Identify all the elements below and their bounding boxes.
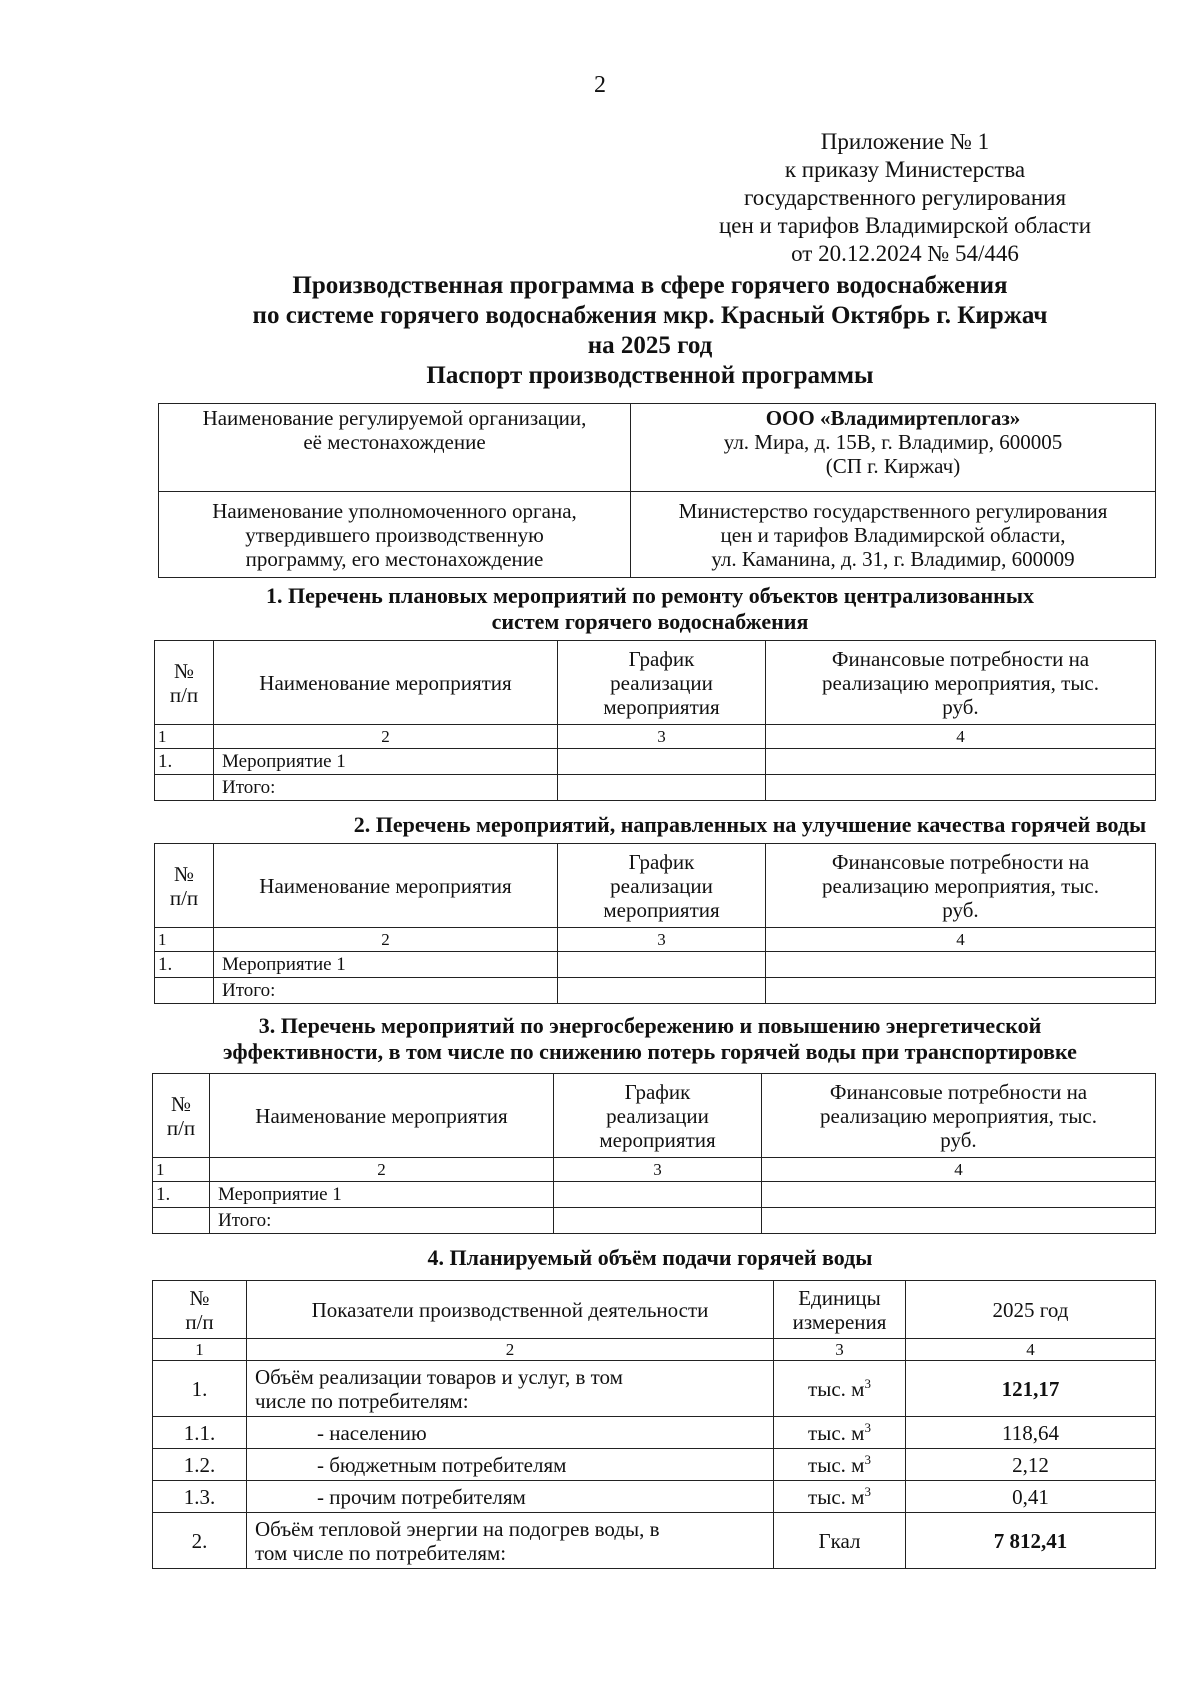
section-4-table [152, 1280, 1156, 1569]
row-total-label: Итого: [214, 775, 558, 801]
row-schedule [558, 952, 766, 978]
column-number: 1 [153, 1158, 210, 1182]
col-header-schedule [558, 641, 766, 725]
row-number: 1. [155, 749, 214, 775]
appendix-line: цен и тарифов Владимирской области [718, 213, 1092, 238]
unit-superscript: 3 [864, 1375, 871, 1391]
table-header-row [153, 1074, 1156, 1158]
row-unit [774, 1417, 906, 1449]
organization-address: ул. Мира, д. 15В, г. Владимир, 600005 [723, 430, 1063, 454]
row-total-label: Итого: [210, 1208, 554, 1234]
row-value: 118,64 [906, 1417, 1156, 1449]
row-name: Мероприятие 1 [214, 952, 558, 978]
header-text: реализации [606, 1103, 709, 1128]
unit-text: тыс. м [808, 1484, 865, 1509]
header-text: № [173, 658, 195, 683]
column-number: 3 [558, 725, 766, 749]
table-row [153, 1417, 1156, 1449]
row-unit [774, 1481, 906, 1513]
passport-label: её местонахождение [303, 430, 486, 454]
column-number: 1 [153, 1339, 247, 1361]
unit-text: тыс. м [808, 1376, 865, 1401]
table-row [153, 1449, 1156, 1481]
column-number: 2 [214, 725, 558, 749]
row-number: 1.2. [153, 1449, 247, 1481]
header-text: График [624, 1079, 691, 1104]
section-title-line: систем горячего водоснабжения [491, 609, 809, 634]
table-header-row [153, 1281, 1156, 1339]
column-number: 3 [554, 1158, 762, 1182]
section-1-table [154, 640, 1156, 801]
col-header-finance [766, 641, 1156, 725]
header-text: руб. [942, 694, 979, 719]
table-row [159, 404, 1156, 492]
header-text: п/п [169, 885, 199, 910]
passport-value-cell [631, 404, 1156, 492]
section-2-title [250, 812, 1200, 838]
column-number-row [153, 1158, 1156, 1182]
col-header-finance [766, 844, 1156, 928]
authority-name: цен и тарифов Владимирской области, [720, 522, 1066, 547]
header-text: реализации [610, 873, 713, 898]
column-number: 2 [210, 1158, 554, 1182]
row-schedule [554, 1182, 762, 1208]
title-line: на 2025 год [587, 332, 713, 359]
row-number [153, 1208, 210, 1234]
section-3-table [152, 1073, 1156, 1234]
row-number: 2. [153, 1513, 247, 1569]
row-indicator [247, 1513, 774, 1569]
row-number [155, 775, 214, 801]
table-row [159, 492, 1156, 578]
header-text: реализацию мероприятия, тыс. [821, 873, 1099, 898]
header-text: Финансовые потребности на [831, 849, 1090, 874]
row-finance [766, 978, 1156, 1004]
column-number: 3 [774, 1339, 906, 1361]
row-finance [762, 1182, 1156, 1208]
passport-value-cell [631, 492, 1156, 578]
row-schedule [558, 749, 766, 775]
header-text: График [628, 849, 695, 874]
column-number: 4 [766, 928, 1156, 952]
col-header-number [155, 844, 214, 928]
section-title-line: 4. Планируемый объём подачи горячей воды [427, 1245, 873, 1270]
header-text: Финансовые потребности на [829, 1079, 1088, 1104]
section-title-line: 2. Перечень мероприятий, направленных на улучшение качества горячей воды [353, 812, 1147, 837]
section-4-title [150, 1245, 1150, 1271]
passport-table [158, 403, 1156, 578]
header-text: п/п [166, 1115, 196, 1140]
row-total-label: Итого: [214, 978, 558, 1004]
column-number-row [155, 928, 1156, 952]
row-number [155, 978, 214, 1004]
header-text: реализацию мероприятия, тыс. [821, 670, 1099, 695]
row-number: 1.1. [153, 1417, 247, 1449]
col-header-number [153, 1074, 210, 1158]
unit-superscript: 3 [864, 1419, 871, 1435]
column-number: 1 [155, 725, 214, 749]
row-finance [762, 1208, 1156, 1234]
column-number: 4 [762, 1158, 1156, 1182]
indicator-text: числе по потребителям: [255, 1388, 469, 1413]
passport-label: Наименование регулируемой организации, [202, 406, 587, 430]
row-number: 1. [153, 1182, 210, 1208]
table-header-row [155, 641, 1156, 725]
column-number: 4 [906, 1339, 1156, 1361]
header-text: руб. [942, 897, 979, 922]
page-number: 2 [594, 72, 606, 98]
table-row [153, 1513, 1156, 1569]
header-text: Единицы [798, 1285, 881, 1310]
indicator-text: Объём тепловой энергии на подогрев воды, в [255, 1516, 660, 1541]
appendix-line: к приказу Министерства [784, 157, 1026, 182]
header-text: мероприятия [603, 897, 720, 922]
row-finance [766, 775, 1156, 801]
section-title-line: эффективности, в том числе по снижению потерь горячей воды при транспортировке [223, 1039, 1077, 1064]
appendix-line: Приложение № 1 [820, 129, 990, 154]
passport-label: утвердившего производственную [245, 522, 544, 547]
row-number: 1.3. [153, 1481, 247, 1513]
authority-address: ул. Каманина, д. 31, г. Владимир, 600009 [711, 546, 1075, 571]
table-total-row [155, 775, 1156, 801]
indicator-text: Объём реализации товаров и услуг, в том [255, 1364, 623, 1389]
authority-name: Министерство государственного регулирования [678, 498, 1108, 523]
table-row [155, 952, 1156, 978]
row-indicator [247, 1361, 774, 1417]
row-name: Мероприятие 1 [210, 1182, 554, 1208]
header-text: № [173, 861, 195, 886]
row-indicator: - прочим потребителям [247, 1481, 774, 1513]
table-row [155, 749, 1156, 775]
section-1-title [150, 583, 1150, 635]
document-title [150, 271, 1150, 391]
table-header-row [155, 844, 1156, 928]
column-number: 3 [558, 928, 766, 952]
title-line: Производственная программа в сфере горячего водоснабжения [292, 272, 1008, 299]
section-3-title [100, 1013, 1200, 1065]
column-number-row [153, 1339, 1156, 1361]
passport-label-cell [159, 492, 631, 578]
section-title-line: 1. Перечень плановых мероприятий по ремонту объектов централизованных [266, 583, 1034, 608]
appendix-line: от 20.12.2024 № 54/446 [791, 241, 1019, 266]
row-indicator: - бюджетным потребителям [247, 1449, 774, 1481]
appendix-header [680, 128, 1130, 268]
row-number: 1. [153, 1361, 247, 1417]
header-text: руб. [940, 1127, 977, 1152]
header-text: реализации [610, 670, 713, 695]
section-title-line: 3. Перечень мероприятий по энергосбережению и повышению энергетической [258, 1013, 1042, 1038]
row-unit [774, 1449, 906, 1481]
section-2-table [154, 843, 1156, 1004]
col-header-name: Наименование мероприятия [210, 1074, 554, 1158]
indicator-text: том числе по потребителям: [255, 1540, 507, 1565]
column-number-row [155, 725, 1156, 749]
table-row [153, 1182, 1156, 1208]
header-text: № [170, 1091, 192, 1116]
col-header-number [155, 641, 214, 725]
row-schedule [558, 775, 766, 801]
row-schedule [554, 1208, 762, 1234]
appendix-line: государственного регулирования [743, 185, 1067, 210]
header-text: п/п [185, 1309, 214, 1334]
unit-text: тыс. м [808, 1420, 865, 1445]
column-number: 2 [247, 1339, 774, 1361]
title-line: Паспорт производственной программы [426, 362, 874, 389]
row-schedule [558, 978, 766, 1004]
row-unit [774, 1361, 906, 1417]
header-text: № [189, 1285, 210, 1310]
unit-superscript: 3 [864, 1483, 871, 1499]
header-text: График [628, 646, 695, 671]
unit-text: тыс. м [808, 1452, 865, 1477]
col-header-unit [774, 1281, 906, 1339]
header-text: Финансовые потребности на [831, 646, 1090, 671]
row-value: 2,12 [906, 1449, 1156, 1481]
column-number: 4 [766, 725, 1156, 749]
col-header-number [153, 1281, 247, 1339]
header-text: п/п [169, 682, 199, 707]
table-total-row [155, 978, 1156, 1004]
row-finance [766, 749, 1156, 775]
row-number: 1. [155, 952, 214, 978]
passport-label-cell [159, 404, 631, 492]
col-header-year: 2025 год [906, 1281, 1156, 1339]
col-header-finance [762, 1074, 1156, 1158]
passport-label: Наименование уполномоченного органа, [212, 498, 577, 523]
row-finance [766, 952, 1156, 978]
unit-superscript: 3 [864, 1451, 871, 1467]
header-text: мероприятия [603, 694, 720, 719]
row-unit: Гкал [774, 1513, 906, 1569]
table-row [153, 1361, 1156, 1417]
header-text: мероприятия [599, 1127, 716, 1152]
title-line: по системе горячего водоснабжения мкр. Красный Октябрь г. Киржач [252, 302, 1048, 329]
row-value: 0,41 [906, 1481, 1156, 1513]
row-indicator: - населению [247, 1417, 774, 1449]
organization-name: ООО «Владимиртеплогаз» [765, 406, 1021, 430]
column-number: 1 [155, 928, 214, 952]
row-value: 7 812,41 [906, 1513, 1156, 1569]
col-header-name: Наименование мероприятия [214, 641, 558, 725]
col-header-schedule [554, 1074, 762, 1158]
row-value: 121,17 [906, 1361, 1156, 1417]
col-header-schedule [558, 844, 766, 928]
organization-branch: (СП г. Киржач) [825, 454, 961, 478]
header-text: измерения [792, 1309, 887, 1334]
col-header-name: Наименование мероприятия [214, 844, 558, 928]
header-text: реализацию мероприятия, тыс. [819, 1103, 1097, 1128]
col-header-indicators: Показатели производственной деятельности [247, 1281, 774, 1339]
row-name: Мероприятие 1 [214, 749, 558, 775]
column-number: 2 [214, 928, 558, 952]
table-total-row [153, 1208, 1156, 1234]
table-row [153, 1481, 1156, 1513]
passport-label: программу, его местонахождение [245, 546, 544, 571]
